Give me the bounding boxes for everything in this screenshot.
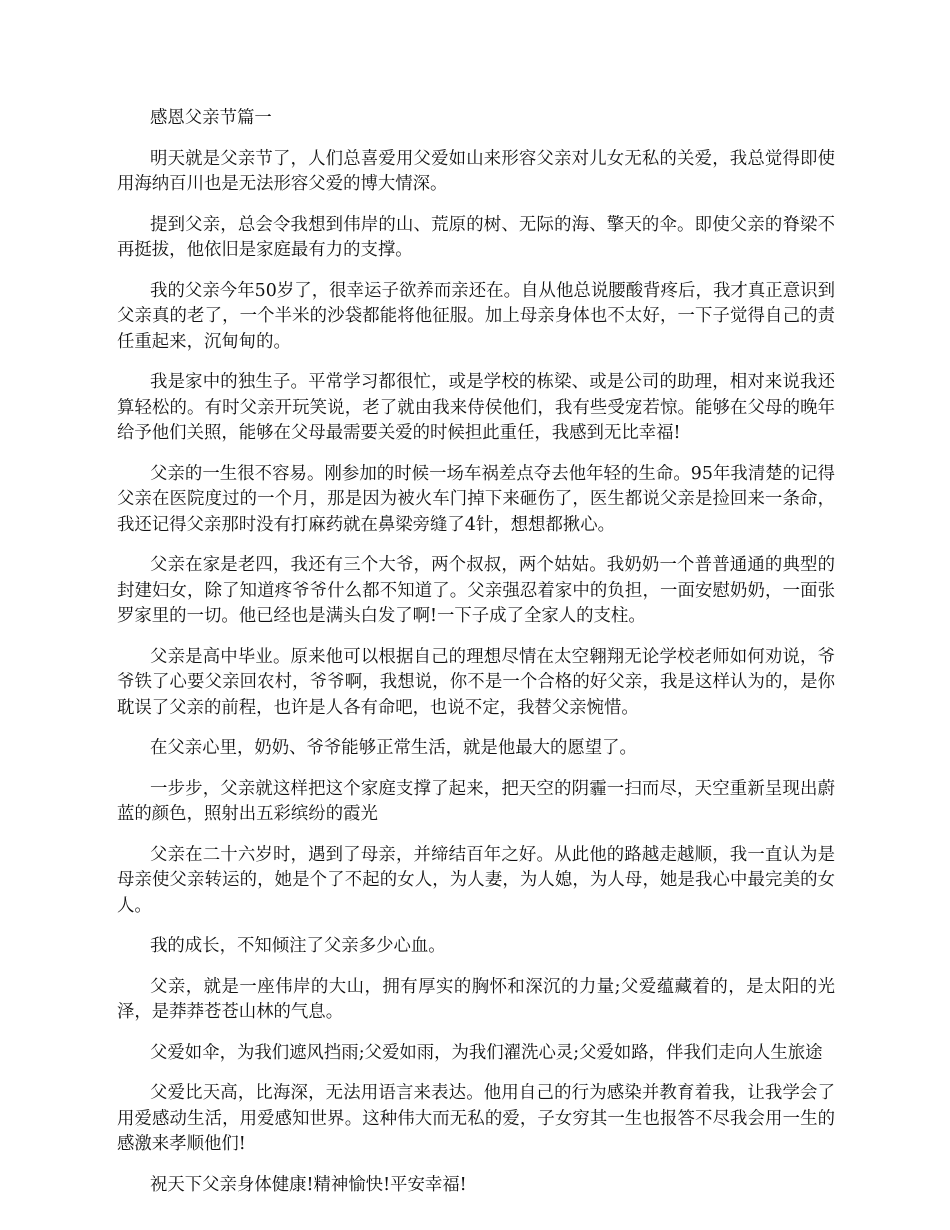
- paragraph: 父亲，就是一座伟岸的大山，拥有厚实的胸怀和深沉的力量;父爱蕴藏着的，是太阳的光泽，是莽莽苍苍山林的气息。: [117, 976, 835, 1022]
- paragraph: 我是家中的独生子。平常学习都很忙，或是学校的栋梁、或是公司的助理，相对来说我还算轻松的。有时父亲开玩笑说，老了就由我来侍侯他们，我有些受宠若惊。能够在父母的晚年给予他们关照，能够在父母最需要关爱的时候担此重任，我感到无比幸福!: [117, 372, 835, 443]
- paragraph: 父爱如伞，为我们遮风挡雨;父爱如雨，为我们濯洗心灵;父爱如路，伴我们走向人生旅途: [150, 1042, 823, 1063]
- paragraph: 父亲是高中毕业。原来他可以根据自己的理想尽情在太空翱翔无论学校老师如何劝说，爷爷铁了心要父亲回农村，爷爷啊，我想说，你不是一个合格的好父亲，我是这样认为的，是你耽误了父亲的前程，也许是人各有命吧，也说不定，我替父亲惋惜。: [117, 646, 835, 718]
- paragraph: 父亲在家是老四，我还有三个大爷，两个叔叔，两个姑姑。我奶奶一个普普通通的典型的封建妇女，除了知道疼爷爷什么都不知道了。父亲强忍着家中的负担，一面安慰奶奶，一面张罗家里的一切。他已经也是满头白发了啊!一下子成了全家人的支柱。: [117, 555, 835, 626]
- paragraph: 父亲在二十六岁时，遇到了母亲，并缔结百年之好。从此他的路越走越顺，我一直认为是母亲使父亲转运的，她是个了不起的女人，为人妻，为人媳，为人母，她是我心中最完美的女人。: [117, 844, 835, 916]
- paragraph: 父亲的一生很不容易。刚参加的时候一场车祸差点夺去他年轻的生命。95年我清楚的记得父亲在医院度过的一个月，那是因为被火车门掉下来砸伤了，医生都说父亲是捡回来一条命，我还记得父亲那时没有打麻药就在鼻梁旁缝了4针，想想都揪心。: [117, 463, 835, 535]
- paragraph: 我的父亲今年50岁了，很幸运子欲养而亲还在。自从他总说腰酸背疼后，我才真正意识到父亲真的老了，一个半米的沙袋都能将他征服。加上母亲身体也不太好，一下子觉得自己的责任重起来，沉甸甸的。: [117, 280, 835, 352]
- paragraph: 明天就是父亲节了，人们总喜爱用父爱如山来形容父亲对儿女无私的关爱，我总觉得即使用海纳百川也是无法形容父爱的博大情深。: [117, 148, 835, 194]
- paragraph: 父爱比天高，比海深，无法用语言来表达。他用自己的行为感染并教育着我，让我学会了用爱感动生活，用爱感知世界。这种伟大而无私的爱，子女穷其一生也报答不尽我会用一生的感激来孝顺他们!: [117, 1083, 835, 1154]
- paragraph: 在父亲心里，奶奶、爷爷能够正常生活，就是他最大的愿望了。: [150, 738, 637, 758]
- paragraph: 一步步，父亲就这样把这个家庭支撑了起来，把天空的阴霾一扫而尽，天空重新呈现出蔚蓝的颜色，照射出五彩缤纷的霞光: [117, 778, 835, 824]
- document-title: 感恩父亲节篇一: [150, 108, 272, 128]
- paragraph: 提到父亲，总会令我想到伟岸的山、荒原的树、无际的海、擎天的伞。即使父亲的脊梁不再挺拔，他依旧是家庭最有力的支撑。: [117, 214, 835, 260]
- paragraph: 祝天下父亲身体健康!精神愉快!平安幸福!: [150, 1174, 467, 1195]
- paragraph: 我的成长，不知倾注了父亲多少心血。: [150, 936, 446, 956]
- document-page: [117, 106, 835, 1213]
